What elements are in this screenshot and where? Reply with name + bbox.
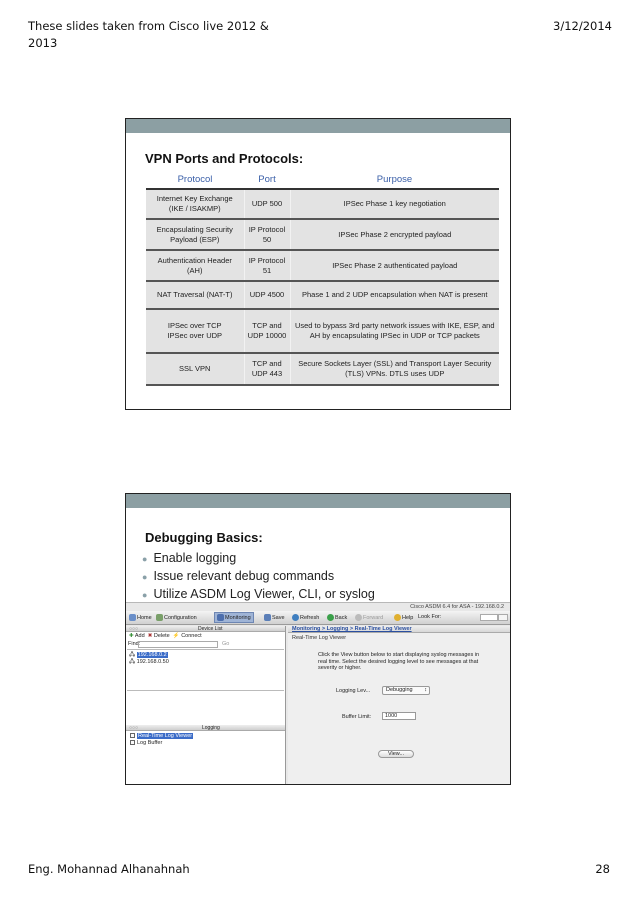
table-cell-protocol [146, 309, 244, 353]
find-go-button[interactable]: Go [222, 641, 230, 647]
help-icon [394, 614, 401, 621]
log-buffer-icon [130, 740, 135, 745]
cell-line: AH by encapsulating IPSec in UDP or TCP packets [309, 331, 480, 340]
table-cell-purpose [290, 353, 499, 385]
cell-line: UDP 443 [251, 369, 283, 378]
cell-line: (TLS) VPNs. DTLS uses UDP [345, 369, 445, 378]
bullet-item: ● Utilize ASDM Log Viewer, CLI, or syslog [142, 587, 375, 601]
bullet-dot-icon: ● [142, 554, 148, 564]
tree-item-log-buffer[interactable]: Log Buffer [130, 740, 281, 747]
cell-line: TCP and [252, 359, 282, 368]
device-item[interactable]: 🖧 192.168.0.2 [129, 652, 167, 658]
slide-debugging-basics [125, 493, 511, 785]
cell-line: IP Protocol [248, 224, 286, 234]
main-pane [288, 626, 510, 785]
logging-header: ○○○ Logging [126, 725, 285, 731]
asdm-window-title: Cisco ASDM 6.4 for ASA - 192.168.0.2 [410, 604, 504, 610]
configuration-icon [156, 614, 163, 621]
look-for-label: Look For: [418, 614, 442, 620]
view-button[interactable]: View... [378, 750, 414, 758]
device-icon: 🖧 [129, 659, 136, 665]
table-cell-protocol [146, 219, 244, 250]
save-icon [264, 614, 271, 621]
refresh-button[interactable]: Refresh [292, 614, 319, 621]
monitoring-icon [217, 614, 224, 621]
cell-line: SSL VPN [179, 364, 211, 373]
cell-line: (AH) [187, 265, 203, 275]
table-cell-port [244, 353, 290, 385]
cell-line: IPSec over TCP [167, 321, 222, 330]
asdm-toolbar [126, 611, 510, 625]
table-cell-protocol [146, 189, 244, 219]
table-cell-port [244, 281, 290, 309]
cell-line: 51 [262, 265, 272, 275]
dropdown-arrows-icon: ↕ [424, 687, 427, 693]
cell-line: UDP 4500 [249, 290, 285, 299]
find-input[interactable] [138, 641, 218, 648]
device-item[interactable]: 🖧 192.168.0.50 [129, 659, 169, 665]
cell-line: IP Protocol [248, 255, 286, 265]
window-controls-icon: ○○○ [129, 725, 139, 731]
header-source-note: These slides taken from Cisco live 2012 & 2013 [28, 19, 269, 50]
home-button[interactable]: Home [129, 614, 152, 621]
table-row [146, 250, 499, 281]
device-list [127, 649, 284, 691]
table-row [146, 281, 499, 309]
help-button[interactable]: Help [394, 614, 413, 621]
device-icon: 🖧 [129, 652, 136, 658]
table-cell-purpose [290, 309, 499, 353]
cell-line: UDP 10000 [247, 331, 287, 340]
bullet-dot-icon: ● [142, 572, 148, 582]
cell-line: Encapsulating Security [156, 224, 233, 234]
forward-icon [355, 614, 362, 621]
header-date: 3/12/2014 [553, 19, 612, 33]
table-cell-port [244, 309, 290, 353]
table-row [146, 309, 499, 353]
back-icon [327, 614, 334, 621]
vpn-protocol-table [146, 171, 499, 386]
logging-level-select[interactable]: Debugging ↕ [382, 686, 430, 695]
device-list-header: ○○○ Device List [126, 626, 285, 632]
cell-line: IPSec over UDP [167, 331, 223, 340]
cell-line: NAT Traversal (NAT-T) [157, 290, 233, 299]
table-cell-purpose [290, 250, 499, 281]
buffer-limit-label: Buffer Limit: [342, 714, 372, 720]
slide-header-band [126, 119, 510, 133]
cell-line: TCP and [252, 321, 282, 330]
connect-device-button[interactable]: Connect [181, 633, 202, 639]
page-number: 28 [595, 862, 610, 876]
add-icon: ✚ [129, 633, 134, 639]
bullet-list [142, 549, 375, 603]
configuration-button[interactable]: Configuration [156, 614, 197, 621]
bullet-item: ● Enable logging [142, 551, 237, 565]
log-viewer-icon [130, 733, 135, 738]
column-header-port: Port [244, 171, 290, 189]
table-cell-purpose [290, 189, 499, 219]
delete-device-button[interactable]: Delete [153, 633, 170, 639]
cell-line: (IKE / ISAKMP) [168, 204, 221, 213]
logging-level-label: Logging Lev... [336, 688, 371, 694]
table-row [146, 189, 499, 219]
bullet-dot-icon: ● [142, 590, 148, 600]
connect-icon: ⚡ [172, 633, 180, 639]
slide-title: Debugging Basics: [145, 530, 263, 545]
panel-title: Real-Time Log Viewer [292, 635, 347, 641]
refresh-icon [292, 614, 299, 621]
back-button[interactable]: Back [327, 614, 347, 621]
instructions-text: Click the View button below to start displaying syslog messages in real time. Select the desired logging level to see messages at that severity or higher. [318, 652, 480, 671]
table-cell-purpose [290, 281, 499, 309]
cell-line: Internet Key Exchange [156, 194, 233, 203]
asdm-screenshot [126, 602, 510, 784]
device-pane [126, 626, 286, 785]
table-row [146, 219, 499, 250]
cell-line: IPSec Phase 1 key negotiation [343, 199, 446, 208]
find-label: Find: [128, 641, 141, 647]
look-for-input[interactable] [480, 614, 498, 621]
save-button[interactable]: Save [264, 614, 285, 621]
slide-vpn-ports [125, 118, 511, 410]
cell-line: Secure Sockets Layer (SSL) and Transport Layer Security [298, 359, 492, 368]
tree-item-real-time-log-viewer[interactable]: Real-Time Log Viewer [130, 733, 281, 740]
cell-line: 50 [262, 234, 272, 244]
cell-line: Payload (ESP) [170, 234, 220, 244]
footer-author: Eng. Mohannad Alhanahnah [28, 862, 190, 876]
monitoring-button[interactable]: Monitoring [214, 612, 254, 623]
look-for-go-button[interactable] [498, 614, 508, 621]
home-icon [129, 614, 136, 621]
table-cell-protocol [146, 353, 244, 385]
find-row [126, 640, 285, 649]
cell-line: Authentication Header [157, 255, 232, 265]
window-controls-icon: ○○○ [129, 626, 139, 632]
delete-icon: ✖ [147, 633, 153, 639]
table-cell-port [244, 219, 290, 250]
table-cell-port [244, 250, 290, 281]
cell-line: IPSec Phase 2 authenticated payload [332, 260, 458, 270]
device-list-spacer [126, 691, 285, 725]
cell-line: IPSec Phase 2 encrypted payload [338, 229, 452, 239]
table-row [146, 353, 499, 385]
cell-line: Used to bypass 3rd party network issues with IKE, ESP, and [294, 321, 495, 330]
buffer-limit-input[interactable]: 1000 [382, 712, 416, 720]
table-cell-protocol [146, 281, 244, 309]
cell-line: UDP 500 [251, 199, 283, 208]
logging-tree [126, 731, 285, 749]
table-cell-purpose [290, 219, 499, 250]
add-device-button[interactable]: Add [134, 633, 145, 639]
device-actions [126, 632, 285, 640]
forward-button[interactable]: Forward [355, 614, 383, 621]
column-header-protocol: Protocol [146, 171, 244, 189]
column-header-purpose: Purpose [290, 171, 499, 189]
breadcrumb[interactable]: Monitoring > Logging > Real-Time Log Viewer [288, 626, 510, 633]
slide-header-band [126, 494, 510, 508]
bullet-item: ● Issue relevant debug commands [142, 569, 335, 583]
table-cell-port [244, 189, 290, 219]
slide-title: VPN Ports and Protocols: [145, 151, 304, 166]
table-cell-protocol [146, 250, 244, 281]
cell-line: Phase 1 and 2 UDP encapsulation when NAT is present [301, 290, 488, 299]
